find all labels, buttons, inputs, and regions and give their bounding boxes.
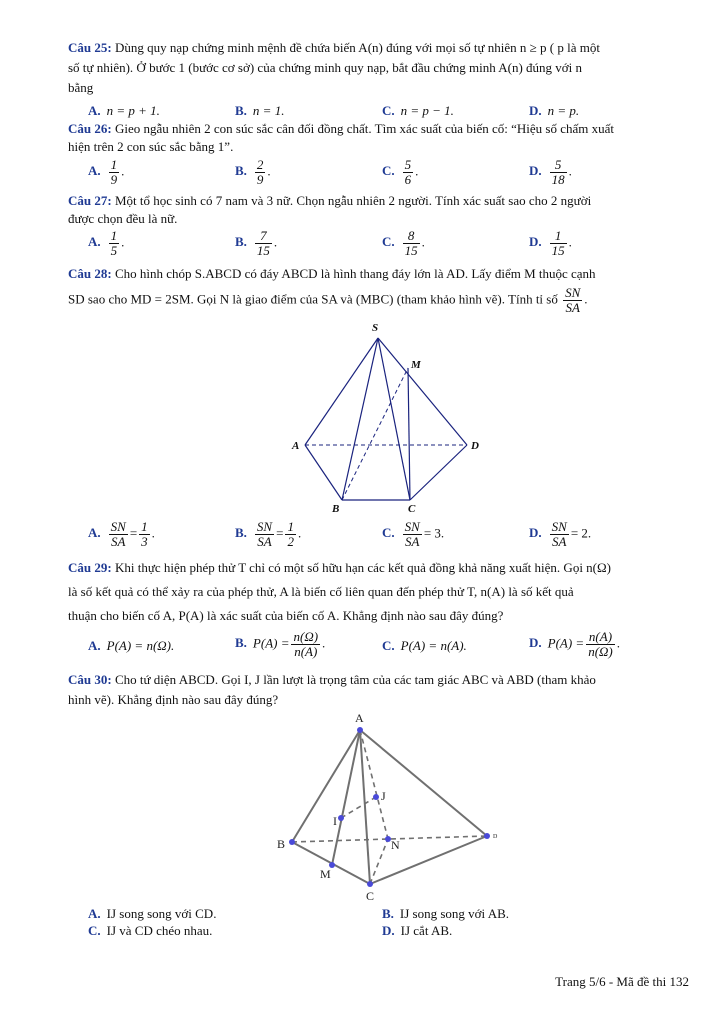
question-25-label: Câu 25: bbox=[68, 40, 112, 55]
question-29 bbox=[68, 556, 692, 628]
q30-option-a[interactable]: A. IJ song song với CD. bbox=[88, 906, 217, 921]
q25-option-c[interactable]: C. n = p − 1. bbox=[382, 103, 454, 118]
label-b: B bbox=[332, 503, 340, 515]
question-30-line2: hình vẽ). Khẳng định nào sau đây đúng? bbox=[68, 692, 279, 707]
edge-cd bbox=[410, 445, 467, 500]
q26-option-a[interactable]: A. $\frac{1}{9}$ . bbox=[88, 157, 125, 187]
label-c: C bbox=[408, 503, 416, 515]
question-30-options bbox=[88, 904, 688, 944]
edge-ac bbox=[360, 730, 370, 884]
pyramid-sabcd-figure bbox=[280, 318, 500, 518]
q29-option-c[interactable]: C. P(A) = n(A). bbox=[382, 638, 467, 653]
label-j: J bbox=[381, 789, 386, 803]
q27-option-d[interactable]: D. $\frac{1}{15}$ . bbox=[529, 228, 572, 258]
question-25-line3: bằng bbox=[68, 80, 94, 95]
question-30 bbox=[68, 670, 692, 710]
question-26 bbox=[68, 120, 692, 156]
q25-option-b[interactable]: B. n = 1. bbox=[235, 103, 285, 118]
edge-sa bbox=[305, 338, 378, 445]
question-27-line1: Câu 27: Một tổ học sinh có 7 nam và 3 nữ. Chọn ngẫu nhiên 2 người. Tính xác suất sao cho 2 người bbox=[68, 193, 592, 208]
edge-cd bbox=[370, 836, 487, 884]
question-26-options bbox=[88, 158, 688, 192]
question-27-line2: được chọn đều là nữ. bbox=[68, 211, 178, 226]
question-27-options bbox=[88, 229, 688, 263]
q28-option-c[interactable]: C. $\frac{SN}{SA}$ = 3. bbox=[382, 519, 445, 549]
q28-option-b[interactable]: B. $\frac{SN}{SA}$ = $\frac{1}{2}$ . bbox=[235, 519, 302, 549]
label-d: D bbox=[471, 440, 479, 452]
q25-option-d[interactable]: D. n = p. bbox=[529, 103, 580, 118]
question-26-line2: hiện trên 2 con súc sắc bằng 1”. bbox=[68, 139, 234, 154]
point-a bbox=[357, 727, 363, 733]
q25-option-a[interactable]: A. n = p + 1. bbox=[88, 103, 160, 118]
point-b bbox=[289, 839, 295, 845]
question-28-line2: SD sao cho MD = 2SM. Gọi N là giao điểm của SA và (MBC) (tham khảo hình vẽ). Tính tỉ số $\frac{SN}{SA}$ . bbox=[68, 285, 588, 315]
q28-option-d[interactable]: D. $\frac{SN}{SA}$ = 2. bbox=[529, 519, 592, 549]
point-c bbox=[367, 881, 373, 887]
label-a: A bbox=[292, 440, 300, 452]
label-i: I bbox=[333, 814, 337, 828]
segment-mc bbox=[408, 368, 410, 500]
question-25-line1: Câu 25: Dùng quy nạp chứng minh mệnh đề chứa biến A(n) đúng với mọi số tự nhiên n ≥ p ( p là một bbox=[68, 40, 600, 55]
question-27 bbox=[68, 192, 692, 228]
page-footer: Trang 5/6 - Mã đề thi 132 bbox=[555, 974, 689, 989]
edge-sc bbox=[378, 338, 410, 500]
q29-option-d[interactable]: D. P(A) = $\frac{n(A)}{n(\Omega)}$ . bbox=[529, 629, 621, 659]
q26-option-c[interactable]: C. $\frac{5}{6}$ . bbox=[382, 157, 419, 187]
q26-option-d[interactable]: D. $\frac{5}{18}$ . bbox=[529, 157, 572, 187]
question-29-line1: Câu 29: Khi thực hiện phép thử T chỉ có một số hữu hạn các kết quả đồng khả năng xuất hiện. Gọi n(Ω) bbox=[68, 560, 611, 575]
q27-option-c[interactable]: C. $\frac{8}{15}$ . bbox=[382, 228, 425, 258]
edge-ab bbox=[292, 730, 360, 842]
q27-option-b[interactable]: B. $\frac{7}{15}$ . bbox=[235, 228, 278, 258]
q30-option-d[interactable]: D. IJ cắt AB. bbox=[382, 923, 453, 938]
q28-option-a[interactable]: A. $\frac{SN}{SA}$ = $\frac{1}{3}$ . bbox=[88, 519, 155, 549]
q29-option-a[interactable]: A. P(A) = n(Ω). bbox=[88, 638, 175, 653]
edge-ab bbox=[305, 445, 342, 500]
label-m: M bbox=[320, 867, 331, 881]
question-30-line1: Câu 30: Cho tứ diện ABCD. Gọi I, J lần lượt là trọng tâm của các tam giác ABC và ABD (tham khảo bbox=[68, 672, 596, 687]
label-b: B bbox=[277, 837, 286, 851]
question-25-line2: số tự nhiên). Ở bước 1 (bước cơ sở) của chứng minh quy nạp, bắt đầu chứng minh A(n) đúng với n bbox=[68, 60, 583, 75]
question-28 bbox=[68, 262, 692, 315]
question-29-options bbox=[88, 630, 688, 666]
segment-bm-hidden bbox=[342, 368, 408, 500]
point-d bbox=[484, 833, 490, 839]
q30-option-b[interactable]: B. IJ song song với AB. bbox=[382, 906, 510, 921]
q29-option-b[interactable]: B. P(A) = $\frac{n(\Omega)}{n(A)}$ . bbox=[235, 629, 326, 659]
label-m: M bbox=[411, 359, 421, 371]
point-j bbox=[373, 794, 379, 800]
q26-option-b[interactable]: B. $\frac{2}{9}$ . bbox=[235, 157, 271, 187]
question-28-line1: Câu 28: Cho hình chóp S.ABCD có đáy ABCD là hình thang đáy lớn là AD. Lấy điểm M thuộc cạnh bbox=[68, 266, 596, 281]
label-d: D bbox=[493, 834, 498, 840]
question-26-line1: Câu 26: Gieo ngẫu nhiên 2 con súc sắc cân đối đồng chất. Tìm xác suất của biến cố: “Hiệu số chấm xuất bbox=[68, 121, 614, 136]
median-am bbox=[332, 730, 360, 865]
question-29-line2: là số kết quả có thể xảy ra của phép thử, A là biến cố liên quan đến phép thử T, n(A) là số kết quả bbox=[68, 584, 574, 599]
label-n: N bbox=[391, 838, 400, 852]
question-25 bbox=[68, 38, 692, 98]
label-c: C bbox=[366, 889, 375, 903]
point-i bbox=[338, 815, 344, 821]
q30-option-c[interactable]: C. IJ và CD chéo nhau. bbox=[88, 923, 213, 938]
edge-sd bbox=[378, 338, 467, 445]
tetrahedron-abcd-figure bbox=[270, 708, 510, 904]
q27-option-a[interactable]: A. $\frac{1}{5}$ . bbox=[88, 228, 125, 258]
edge-ad bbox=[360, 730, 487, 836]
label-a: A bbox=[355, 711, 364, 725]
edge-sb bbox=[342, 338, 378, 500]
label-s: S bbox=[372, 322, 379, 334]
question-29-line3: thuận cho biến cố A, P(A) là xác suất của biến cố A. Khẳng định nào sau đây đúng? bbox=[68, 608, 504, 623]
question-28-options bbox=[88, 520, 688, 556]
